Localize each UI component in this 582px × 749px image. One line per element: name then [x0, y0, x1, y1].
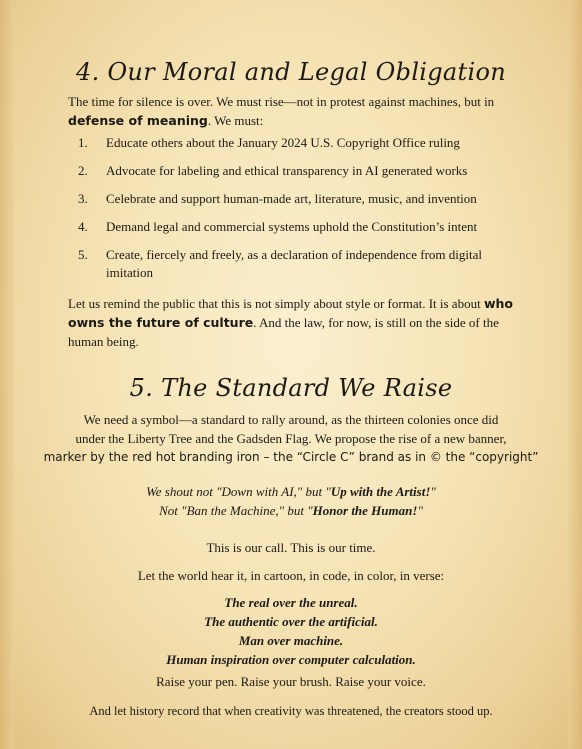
intro-bold-text: defense of meaning [68, 113, 208, 128]
section-4-heading: 4. Our Moral and Legal Obligation [76, 58, 506, 86]
symbol-paragraph: We need a symbol—a standard to rally around, as the thirteen colonies once did under the Liberty Tree and the Gadsden Flag. We propose the rise of a new banner, marker by the red hot branding iron – the “Circle C” brand as in © the “copyright” [43, 412, 539, 464]
let-world-line: Let the world hear it, in cartoon, in code, in color, in verse: [137, 568, 445, 583]
list-item: 3. Celebrate and support human-made art, literature, music, and invention [78, 191, 477, 206]
obligation-list [78, 134, 528, 282]
motto-line: Human inspiration over computer calculation. [166, 652, 416, 667]
raise-line: Raise your pen. Raise your brush. Raise your voice. [156, 674, 426, 689]
motto-line: Man over machine. [238, 633, 344, 648]
slogan-line: We shout not "Down with AI," but "Up with the Artist!" [146, 484, 436, 499]
list-item: 4. Demand legal and commercial systems uphold the Constitution’s intent [78, 219, 478, 234]
intro-text: The time for silence is over. We must rise—not in protest against machines, but in [68, 94, 495, 109]
motto-list [40, 593, 542, 669]
motto-line: The real over the unreal. [224, 595, 358, 610]
section-4-closing: Let us remind the public that this is not simply about style or format. It is about who owns the future of culture. And the law, for now, is still on the side of the human being. [68, 296, 513, 349]
slogan-line: Not "Ban the Machine," but "Honor the Human!" [159, 503, 423, 518]
list-item: 1. Educate others about the January 2024 U.S. Copyright Office ruling [78, 135, 460, 150]
list-item: 2. Advocate for labeling and ethical transparency in AI generated works [78, 163, 468, 178]
closing-bold-text: who owns the future of culture [68, 296, 513, 330]
motto-line: The authentic over the artificial. [204, 614, 378, 629]
slogan-lines [40, 482, 542, 520]
section-5-heading: 5. The Standard We Raise [129, 374, 453, 402]
history-line: And let history record that when creativity was threatened, the creators stood up. [89, 704, 493, 718]
call-line: This is our call. This is our time. [206, 540, 376, 555]
intro-text-end: . We must: [207, 113, 264, 128]
section-4-intro [68, 92, 528, 130]
list-item: 5. Create, fiercely and freely, as a declaration of independence from digital imitation [78, 247, 482, 280]
